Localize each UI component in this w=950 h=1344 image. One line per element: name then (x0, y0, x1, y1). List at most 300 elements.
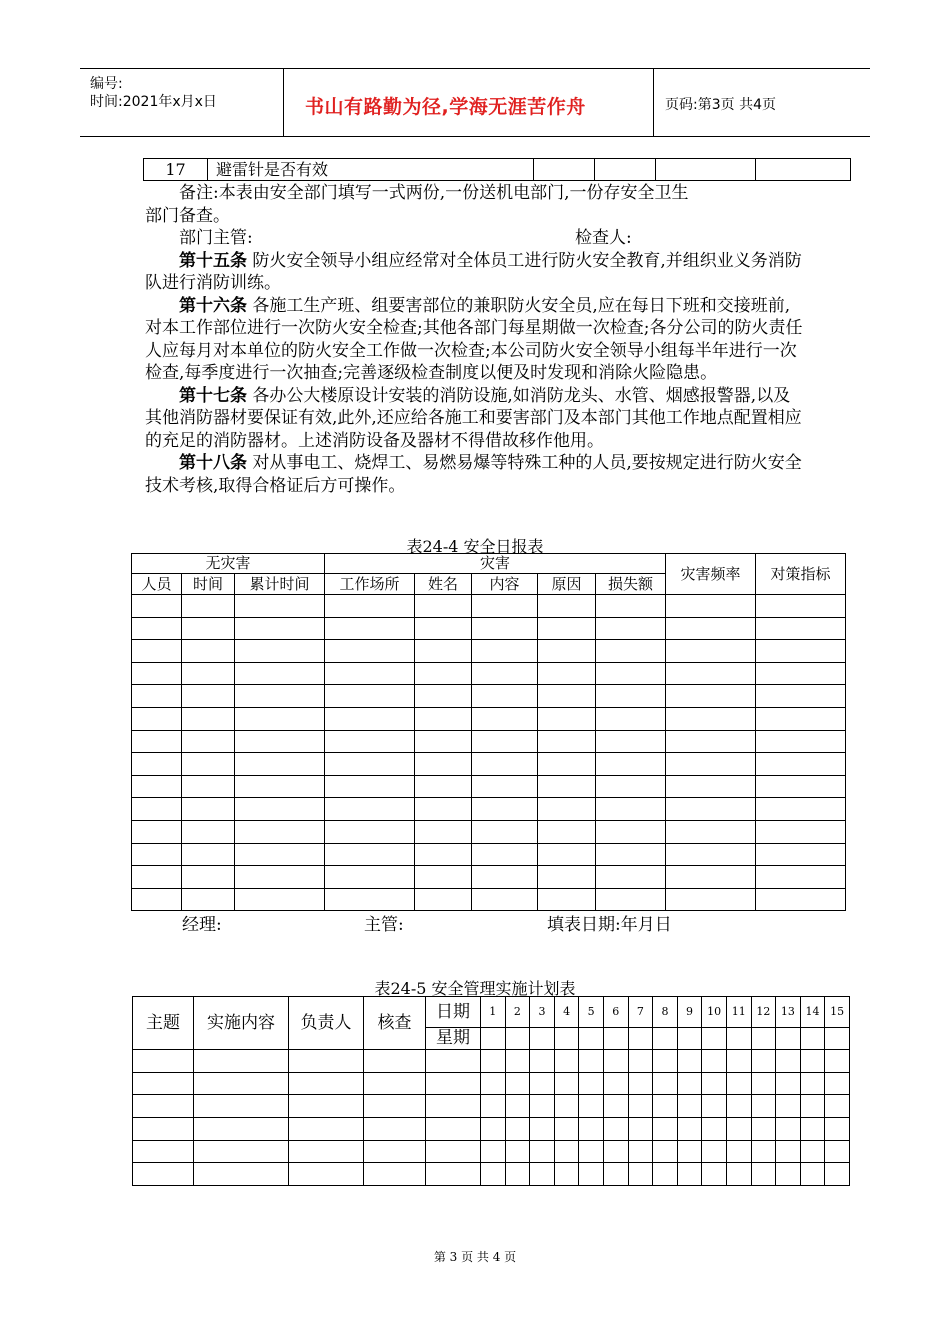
page-header (80, 68, 870, 137)
table-cell (415, 685, 472, 708)
table-row (132, 730, 846, 753)
table-cell (825, 1140, 850, 1163)
table-cell (325, 640, 415, 663)
table-cell (596, 617, 666, 640)
table-cell (800, 1050, 825, 1073)
col-header-check: 核查 (364, 997, 426, 1050)
table-cell (505, 1072, 530, 1095)
supervisor-label: 主管: (364, 915, 404, 935)
table-cell (596, 820, 666, 843)
table-cell (194, 1072, 289, 1095)
col-header-loss: 损失额 (596, 574, 666, 595)
table-cell (481, 1050, 506, 1073)
table-cell (666, 753, 756, 776)
table-cell (182, 617, 235, 640)
table-cell (472, 707, 538, 730)
table-cell (596, 753, 666, 776)
table-cell (702, 1072, 727, 1095)
header-motto: 书山有路勤为径,学海无涯苦作舟 (305, 96, 586, 118)
col-header-content: 内容 (472, 574, 538, 595)
table-cell (481, 1118, 506, 1141)
table-cell (194, 1118, 289, 1141)
table-cell (235, 662, 325, 685)
table-cell (325, 843, 415, 866)
table-cell (666, 595, 756, 618)
table-cell (182, 640, 235, 663)
table-cell (666, 866, 756, 889)
table-cell (481, 1140, 506, 1163)
table-cell (415, 843, 472, 866)
page-footer: 第 3 页 共 4 页 (433, 1250, 517, 1264)
table-cell (756, 753, 846, 776)
manager-label: 经理: (182, 915, 222, 935)
table-cell (289, 1163, 364, 1186)
weekday-cell (653, 1028, 678, 1050)
table-cell (415, 866, 472, 889)
table-cell (472, 662, 538, 685)
table-cell (194, 1050, 289, 1073)
table-cell (235, 820, 325, 843)
table-cell (235, 798, 325, 821)
table-cell (776, 1163, 801, 1186)
table-cell (538, 888, 596, 911)
table-cell (235, 595, 325, 618)
table-cell (472, 888, 538, 911)
dept-supervisor-label: 部门主管: (179, 228, 253, 248)
table-cell (289, 1095, 364, 1118)
col-header-measure: 对策指标 (756, 554, 846, 595)
table-cell (628, 1095, 653, 1118)
table-cell (289, 1140, 364, 1163)
article-16 (145, 295, 805, 385)
weekday-cell (677, 1028, 702, 1050)
table-cell (132, 640, 182, 663)
day-number: 2 (505, 997, 530, 1028)
table-cell (364, 1050, 426, 1073)
table-cell (505, 1095, 530, 1118)
day-number: 13 (776, 997, 801, 1028)
table-cell (596, 730, 666, 753)
weekday-cell (702, 1028, 727, 1050)
table-cell (289, 1072, 364, 1095)
table-cell (666, 707, 756, 730)
table-cell (653, 1163, 678, 1186)
day-number: 4 (554, 997, 579, 1028)
table-cell (603, 1140, 628, 1163)
article-text: 各施工生产班、组要害部位的兼职防火安全员,应在每日下班和交接班前,对本工作部位进行一次防火安全检查;其他各部门每星期做一次检查;各分公司的防火责任人应每月对本单位的防火安全工作做一次检查;本公司防火安全领导小组每半年进行一次检查,每季度进行一次抽查;完善逐级检查制度以便及时发现和消除火险隐患。 (145, 295, 803, 383)
table-cell (325, 820, 415, 843)
table-cell (628, 1050, 653, 1073)
table-cell (481, 1163, 506, 1186)
table-cell (132, 798, 182, 821)
table-cell (325, 707, 415, 730)
table-cell (472, 617, 538, 640)
table-cell (194, 1163, 289, 1186)
article-15 (145, 250, 805, 295)
table-cell (235, 775, 325, 798)
table-cell (426, 1095, 481, 1118)
col-header-people: 人员 (132, 574, 182, 595)
table-cell (554, 1095, 579, 1118)
table-cell (472, 866, 538, 889)
table-cell (235, 617, 325, 640)
table-row (132, 820, 846, 843)
table-cell (133, 1140, 194, 1163)
body-text (145, 182, 805, 497)
table-cell (415, 707, 472, 730)
day-number: 5 (579, 997, 604, 1028)
table-row (133, 1072, 850, 1095)
table-cell (666, 640, 756, 663)
col-header-topic: 主题 (133, 997, 194, 1050)
table-cell (756, 640, 846, 663)
doc-number-label: 编号: (90, 76, 123, 92)
table-cell (538, 753, 596, 776)
table-row (132, 595, 846, 618)
table-cell (538, 866, 596, 889)
table-cell (666, 775, 756, 798)
table-row (132, 662, 846, 685)
table-row (133, 1118, 850, 1141)
table-cell (505, 1118, 530, 1141)
table-cell (702, 1095, 727, 1118)
table-cell (132, 617, 182, 640)
table-cell (325, 685, 415, 708)
inspector-label: 检查人: (575, 228, 632, 248)
table-cell (132, 707, 182, 730)
weekday-cell (726, 1028, 751, 1050)
table-cell (800, 1095, 825, 1118)
table-cell (756, 595, 846, 618)
table-cell (472, 595, 538, 618)
table-cell (415, 617, 472, 640)
table-cell (472, 730, 538, 753)
inspection-table-tail (143, 158, 851, 181)
table-cell (756, 866, 846, 889)
table-cell (596, 595, 666, 618)
day-number: 11 (726, 997, 751, 1028)
table-row (133, 1050, 850, 1073)
table-cell (415, 775, 472, 798)
table-cell (751, 1140, 776, 1163)
table-cell (505, 1050, 530, 1073)
weekday-cell (825, 1028, 850, 1050)
table-cell (751, 1118, 776, 1141)
weekday-cell (751, 1028, 776, 1050)
table-cell (364, 1163, 426, 1186)
table-cell (194, 1140, 289, 1163)
article-text: 防火安全领导小组应经常对全体员工进行防火安全教育,并组织业义务消防队进行消防训练。 (145, 250, 802, 293)
table-cell (505, 1163, 530, 1186)
table-cell (235, 843, 325, 866)
table-cell (182, 866, 235, 889)
table-cell (182, 730, 235, 753)
table-cell (481, 1072, 506, 1095)
table-cell (426, 1072, 481, 1095)
table-cell (756, 159, 851, 181)
table-row (132, 707, 846, 730)
table-cell (235, 888, 325, 911)
table-cell (825, 1050, 850, 1073)
table-row (133, 1095, 850, 1118)
table-cell (653, 1050, 678, 1073)
day-number: 10 (702, 997, 727, 1028)
note-line: 部门备查。 (145, 205, 230, 226)
table-cell (554, 1140, 579, 1163)
group-header-no-disaster: 无灾害 (132, 554, 325, 574)
table-cell (554, 1118, 579, 1141)
table-row (132, 753, 846, 776)
table-cell (666, 730, 756, 753)
article-text: 各办公大楼原设计安装的消防设施,如消防龙头、水管、烟感报警器,以及其他消防器材要保证有效,此外,还应给各施工和要害部门及本部门其他工作地点配置相应的充足的消防器材。上述消防设备及器材不得借故移作他用。 (145, 385, 802, 451)
table-cell (653, 1072, 678, 1095)
check-item: 避雷针是否有效 (208, 159, 534, 181)
table-cell (325, 888, 415, 911)
table-cell (666, 685, 756, 708)
table-cell (653, 1118, 678, 1141)
weekday-cell (776, 1028, 801, 1050)
article-title: 第十五条 (179, 250, 247, 271)
table-row (132, 640, 846, 663)
table-cell (726, 1140, 751, 1163)
table-cell (653, 1095, 678, 1118)
table-cell (132, 775, 182, 798)
table-cell (182, 888, 235, 911)
table-24-5-caption: 表24-5 安全管理实施计划表 (374, 979, 576, 998)
table-cell (666, 617, 756, 640)
table-cell (702, 1118, 727, 1141)
table-cell (182, 820, 235, 843)
table-cell (628, 1118, 653, 1141)
table-cell (325, 753, 415, 776)
table-cell (579, 1118, 604, 1141)
table-row (132, 685, 846, 708)
table-cell (415, 730, 472, 753)
table-cell (472, 753, 538, 776)
table-cell (472, 798, 538, 821)
table-cell (756, 730, 846, 753)
article-title: 第十八条 (179, 453, 247, 473)
safety-daily-report-table (131, 553, 846, 911)
table-cell (415, 753, 472, 776)
table-cell (472, 843, 538, 866)
safety-plan-table (132, 996, 850, 1186)
day-number: 12 (751, 997, 776, 1028)
weekday-cell (800, 1028, 825, 1050)
table-cell (628, 1140, 653, 1163)
weekday-cell (579, 1028, 604, 1050)
article-text: 对从事电工、烧焊工、易燃易爆等特殊工种的人员,要按规定进行防火安全技术考核,取得合格证后方可操作。 (145, 453, 802, 496)
table-cell (132, 843, 182, 866)
table-cell (325, 662, 415, 685)
col-header-site: 工作场所 (325, 574, 415, 595)
table-cell (235, 640, 325, 663)
table-cell (538, 617, 596, 640)
week-label: 星期 (426, 1028, 481, 1050)
table-cell (194, 1095, 289, 1118)
date-label: 日期 (426, 997, 481, 1028)
table-cell (596, 866, 666, 889)
table-cell (579, 1163, 604, 1186)
table-cell (133, 1050, 194, 1073)
table-cell (364, 1095, 426, 1118)
table-cell (596, 775, 666, 798)
table-cell (132, 595, 182, 618)
col-header-name: 姓名 (415, 574, 472, 595)
table-cell (677, 1072, 702, 1095)
table-cell (603, 1095, 628, 1118)
table-cell (472, 640, 538, 663)
table-cell (751, 1072, 776, 1095)
table-cell (776, 1050, 801, 1073)
table-cell (656, 159, 756, 181)
table-cell (364, 1118, 426, 1141)
weekday-cell (603, 1028, 628, 1050)
table-cell (702, 1140, 727, 1163)
table-cell (530, 1095, 555, 1118)
table-cell (776, 1072, 801, 1095)
table-cell (756, 843, 846, 866)
article-18 (145, 452, 805, 497)
table-cell (751, 1095, 776, 1118)
day-number: 6 (603, 997, 628, 1028)
table-cell (596, 707, 666, 730)
table-row (133, 1163, 850, 1186)
table-cell (677, 1140, 702, 1163)
col-header-content: 实施内容 (194, 997, 289, 1050)
table-cell (579, 1140, 604, 1163)
table-cell (554, 1163, 579, 1186)
table-cell (596, 888, 666, 911)
col-header-cumulative-time: 累计时间 (235, 574, 325, 595)
table-cell (800, 1140, 825, 1163)
table-cell (325, 617, 415, 640)
table-cell (415, 888, 472, 911)
table-cell (182, 843, 235, 866)
table-cell (628, 1163, 653, 1186)
header-divider (283, 69, 284, 136)
table-cell (235, 685, 325, 708)
table-cell (415, 595, 472, 618)
table-cell (538, 707, 596, 730)
article-title: 第十七条 (179, 385, 247, 406)
table-cell (666, 888, 756, 911)
col-header-cause: 原因 (538, 574, 596, 595)
day-number: 14 (800, 997, 825, 1028)
table-cell (756, 798, 846, 821)
table-cell (133, 1163, 194, 1186)
article-title: 第十六条 (179, 295, 247, 316)
table-cell (538, 820, 596, 843)
table-cell (603, 1072, 628, 1095)
table-row (132, 866, 846, 889)
table-cell (579, 1095, 604, 1118)
table-cell (666, 798, 756, 821)
table-cell (677, 1163, 702, 1186)
table-cell (756, 685, 846, 708)
table-cell (554, 1072, 579, 1095)
table-cell (530, 1072, 555, 1095)
table-cell (133, 1072, 194, 1095)
table-cell (653, 1140, 678, 1163)
table-cell (235, 866, 325, 889)
table-cell (530, 1118, 555, 1141)
table-cell (726, 1050, 751, 1073)
table-cell (596, 640, 666, 663)
table-cell (603, 1118, 628, 1141)
table-cell (426, 1118, 481, 1141)
col-header-time: 时间 (182, 574, 235, 595)
table-cell (579, 1050, 604, 1073)
table-cell (538, 640, 596, 663)
table-cell (132, 730, 182, 753)
signature-line (145, 227, 805, 250)
table-cell (133, 1118, 194, 1141)
table-cell (596, 685, 666, 708)
table-cell (235, 730, 325, 753)
table-cell (751, 1050, 776, 1073)
table-cell (289, 1050, 364, 1073)
table-cell (132, 888, 182, 911)
table-cell (825, 1072, 850, 1095)
table-cell (756, 707, 846, 730)
header-page-info: 页码:第3页 共4页 (665, 97, 776, 113)
table-cell (182, 595, 235, 618)
table-cell (603, 1050, 628, 1073)
table-cell (825, 1118, 850, 1141)
table-cell (538, 685, 596, 708)
table-cell (800, 1163, 825, 1186)
table-cell (628, 1072, 653, 1095)
table-row (132, 775, 846, 798)
table-cell (481, 1095, 506, 1118)
table-cell (666, 843, 756, 866)
table-cell (132, 753, 182, 776)
table-cell (364, 1140, 426, 1163)
table-cell (666, 820, 756, 843)
table-cell (426, 1163, 481, 1186)
header-divider (653, 69, 654, 136)
table-cell (415, 640, 472, 663)
table-cell (530, 1050, 555, 1073)
table-cell (325, 595, 415, 618)
table-cell (415, 820, 472, 843)
day-number: 1 (481, 997, 506, 1028)
note-line: 备注:本表由安全部门填写一式两份,一份送机电部门,一份存安全卫生 (179, 183, 689, 203)
fill-date-label: 填表日期:年月日 (547, 915, 672, 935)
weekday-cell (505, 1028, 530, 1050)
table-cell (325, 798, 415, 821)
table-cell (182, 798, 235, 821)
table-cell (596, 798, 666, 821)
table-cell (751, 1163, 776, 1186)
table-cell (505, 1140, 530, 1163)
weekday-cell (530, 1028, 555, 1050)
table-cell (325, 775, 415, 798)
table-cell (235, 753, 325, 776)
group-header-disaster: 灾害 (325, 554, 666, 574)
table-cell (182, 662, 235, 685)
table-cell (530, 1140, 555, 1163)
table-cell (756, 775, 846, 798)
col-header-owner: 负责人 (289, 997, 364, 1050)
table-cell (776, 1118, 801, 1141)
table-cell (702, 1163, 727, 1186)
table-cell (472, 775, 538, 798)
table-cell (677, 1118, 702, 1141)
table-cell (554, 1050, 579, 1073)
table-cell (538, 843, 596, 866)
